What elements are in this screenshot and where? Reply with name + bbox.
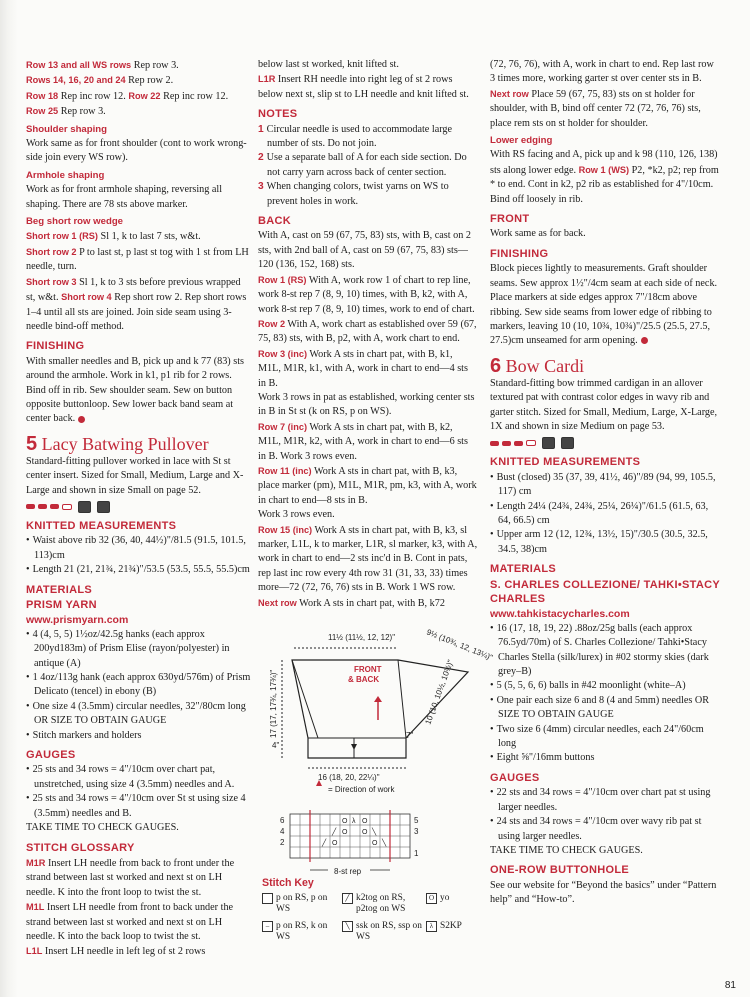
svg-text:λ: λ xyxy=(352,818,356,825)
schematic-length-label: 17 (17, 17¾, 17¾)" xyxy=(269,669,278,738)
end-dot-icon xyxy=(641,337,648,344)
column-1: Row 13 and all WS rows Rep row 3. Rows 14, 16, 20 and 24 Rep row 2. Row 18 Rep inc row 12. Row 22 Rep inc row 12. Row 25 Rep row 3. Shoulder shaping Work same as for front shoulder (cont to work wrong-side join every WS row). Armhole shaping Work as for front armhole shaping, reversing all shaping. There are 78 sts above marker. Beg short row wedge Short row 1 (RS) Sl 1, k to last 7 sts, w&t. Short row 2 P to last st, p last st tog with 1 st from LH needle, turn. Short row 3 Sl 1, k to 3 sts before previous wrapped st, w&t. Short row 4 Rep short row 2. Rep short rows 1–4 until all sts are joined. Join side seam using 3-needle bind-off method. FINISHING With smaller needles and B, pick up and k 77 (83) sts around the armhole. Work in k1, p1 rib for 2 rows. Bind off in rib. Sew shoulder seam. Sew on button opposite buttonloop. Sew lower back band seam at center back. 5 Lacy Batwing Pullover Standard-fitting pullover worked in lace with St st center insert. Sized for Small, Medium, Large and X-Large and shown in size Small on page 52. KNITTED MEASUREMENTS • Waist above rib 32 (36, 40, 44½)"/81.5 (91.5, 101.5, 113)cm • Length 21 (21, 21¾, 21¾)"/53.5 (53.5, 55.5, 55.5)cm MATERIALS PRISM YARN www.prismyarn.com • 4 (4, 5, 5) 1½oz/42.5g hanks (each approx 200yd183m) of Prism Elise (rayon/polyester) in antique (A) • 1 4oz/113g hank (each approx 630yd/576m) of Prism Delicato (tencel) in ebony (B) • One size 4 (3.5mm) circular needles, 32"/80cm long OR SIZE TO OBTAIN GAUGE • Stitch markers and holders GAUGES • 25 sts and 34 rows = 4"/10cm over chart pat, unstretched, using size 4 (3.5mm) needles and A. • 25 sts and 34 rows = 4"/10cm over St st using size 4 (3.5mm) needles and B. TAKE TIME TO CHECK GAUGES. STITCH GLOSSARY M1R Insert LH needle from back to front under the strand between last st worked and next st on LH needle. K into the front loop to twist the st. M1L Insert LH needle from front to back under the strand between last st worked and next st on LH needle. K into the back loop to twist the st. L1L Insert LH needle in left leg of st 2 rows xyxy=(26,58,251,960)
svg-text:O: O xyxy=(362,818,368,825)
svg-text:╲: ╲ xyxy=(372,829,377,836)
k2tog-icon: ╱ xyxy=(342,893,353,904)
schematic-width-label: 16 (18, 20, 22¼)" xyxy=(318,773,380,782)
schematic-diagram xyxy=(258,620,494,800)
gauges-heading: GAUGES xyxy=(26,749,76,762)
finishing-heading: FINISHING xyxy=(26,340,85,353)
buttonhole-heading: ONE-ROW BUTTONHOLE xyxy=(490,864,630,877)
pattern-icon xyxy=(78,501,91,513)
finishing-heading-2: FINISHING xyxy=(490,247,549,260)
stitch-chart xyxy=(262,810,462,882)
svg-text:O: O xyxy=(372,840,378,847)
skill-bar-icon xyxy=(490,441,499,446)
yo-icon: O xyxy=(426,893,437,904)
svg-text:O: O xyxy=(362,829,368,836)
armhole-shaping-heading: Armhole shaping xyxy=(26,169,105,181)
shoulder-shaping-heading: Shoulder shaping xyxy=(26,123,108,135)
stitch-glossary-heading: STITCH GLOSSARY xyxy=(26,841,135,854)
svg-text:O: O xyxy=(332,840,338,847)
short-row-heading: Beg short row wedge xyxy=(26,216,124,228)
schematic-front-label: FRONT xyxy=(354,665,382,674)
knit-box-icon xyxy=(262,893,273,904)
skill-level xyxy=(26,500,251,514)
schematic-7in-label: 7" xyxy=(406,731,414,740)
svg-text:3: 3 xyxy=(414,827,419,836)
row-label: Row 13 and all WS rows xyxy=(26,60,132,70)
svg-text:╱: ╱ xyxy=(322,840,327,847)
back-heading: BACK xyxy=(258,215,291,228)
chart-icon xyxy=(561,437,574,449)
ssk-icon: ╲ xyxy=(342,921,353,932)
chart-icon xyxy=(97,501,110,513)
pattern-title-2: 6 Bow Cardi xyxy=(490,354,585,377)
column-2: below last st worked, knit lifted st. L1R Insert RH needle into right leg of st 2 rows below next st, slip st to LH needle and knit lifted st. NOTES 1 Circular needle is used to accommodate large number of sts. Do not join. 2 Use a separate ball of A for each side section. Do not carry yarn across back of center section. 3 When changing colors, twist yarns on WS to prevent holes in work. BACK With A, cast on 59 (67, 75, 83) sts, with B, cast on 2 sts, with 2nd ball of A, cast on 59 (67, 75, 83) sts—120 (136, 152, 168) sts. Row 1 (RS) With A, work row 1 of chart to rep line, work 8-st rep 7 (8, 9, 10) times, with B, k2, with A, work 8-st rep 7 (8, 9, 10) times, work to end of chart. Row 2 With A, work chart as established over 59 (67, 75, 83) sts, with B, p2, with A, work chart to end. Row 3 (inc) Work A sts in chart pat, with B, k1, M1L, M1R, k1, with A, work in chart to end—4 sts in B. Work 3 rows in pat as established, working center sts in B in St st (k on RS, p on WS). Row 7 (inc) Work A sts in chart pat, with B, k2, M1L, M1R, k2, with A, work in chart to end—6 sts in B. Work 3 rows even. Row 11 (inc) Work A sts in chart pat, with B, k3, place marker (pm), M1L, M1R, pm, k3, with A, work in chart to end—8 sts in B. Work 3 rows even. Row 15 (inc) Work A sts in chart pat, with B, k3, sl marker, L1L, k to marker, L1R, sl marker, k3, with A, work in chart to end—2 sts inc'd in B. Cont in pats, rep last inc row every 4th row 31 (31, 33, 33) times more—72 (72, 76, 76) sts in B. Work 1 WS row. Next row Work A sts in chart pat, with B, k72 xyxy=(258,59,478,609)
svg-text:4: 4 xyxy=(280,827,285,836)
schematic-side-label: 10 (10, 10½, 10½)" xyxy=(423,658,456,726)
chart-repeat-label: 8-st rep xyxy=(334,867,362,876)
svg-text:╱: ╱ xyxy=(332,829,337,836)
svg-text:6: 6 xyxy=(280,816,285,825)
pattern-icon xyxy=(542,437,555,449)
page-number: 81 xyxy=(724,980,736,991)
materials-list: • 4 (4, 5, 5) 1½oz/42.5g hanks (each approx 200yd183m) of Prism Elise (rayon/polyester) in antique (A) • 1 4oz/113g hank (each approx 630yd/576m) of Prism Delicato (tencel) in ebony (B) • One size 4 (3.5mm) circular needles, 32"/80cm long OR SIZE TO OBTAIN GAUGE • Stitch markers and holders xyxy=(26,628,251,743)
svg-text:1: 1 xyxy=(414,849,419,858)
end-dot-icon xyxy=(78,416,85,423)
measurements-heading: KNITTED MEASUREMENTS xyxy=(26,519,177,532)
materials-heading: MATERIALS xyxy=(26,583,93,596)
svg-text:O: O xyxy=(342,829,348,836)
svg-text:╲: ╲ xyxy=(382,840,387,847)
column-3: (72, 76, 76), with A, work in chart to end. Rep last row 3 times more, working garter st over center sts in B. Next row Place 59 (67, 75, 83) sts on st holder for shoulder, with B, bind off center 72 (72, 76, 76) sts, place rem sts on st holder for shoulder. Lower edging With RS facing and A, pick up and k 98 (110, 126, 138) sts along lower edge. Row 1 (WS) P2, *k2, p2; rep from * to end. Cont in k2, p2 rib as established for 4"/10cm. Bind off loosely in rib. FRONT Work same as for back. FINISHING Block pieces lightly to measurements. Graft shoulder seams. Sew approx 1½"/4cm seam at each side of neck. Place markers at side edges approx 7"/18cm above ribbing. Sew side seams from lower edge of ribbing to markers, leaving 10 (10, 10¾, 10¾)"/25.5 (25.5, 27.5, 27.5)cm unseamed for arm opening. 6 Bow Cardi Standard-fitting bow trimmed cardigan in an allover textured pat with contrast color edges in wavy rib and garter stitch. Sized for Small, Medium, Large, X-Large, 1X and shown in size Medium on page 53. KNITTED MEASUREMENTS • Bust (closed) 35 (37, 39, 41½, 46)"/89 (94, 99, 105.5, 117) cm • Length 24¼ (24¾, 24¾, 25¼, 26¼)"/61.5 (61.5, 63, 64, 66.5) cm • Upper arm 12 (12, 12¾, 13½, 15)"/30.5 (30.5, 32.5, 34.5, 38)cm MATERIALS S. CHARLES COLLEZIONE/ TAHKI•STACY CHARLES www.tahkistacycharles.com • 16 (17, 18, 19, 22) .88oz/25g balls (each approx 76.5yd/70m) of S. Charles Collezione/ Tahki•Stacy Charles Stella (silk/lurex) in #02 stormy skies (dark grey–B) • 5 (5, 5, 6, 6) balls in #42 moonlight (white–A) • One pair each size 6 and 8 (4 and 5mm) needles OR SIZE TO OBTAIN GAUGE • Two size 6 (4mm) circular needles, each 24"/60cm long • Eight ⅝"/16mm buttons GAUGES • 22 sts and 34 rows = 4"/10cm over chart pat st using larger needles. • 24 sts and 34 rows = 4"/10cm over wavy rib pat st using larger needles. TAKE TIME TO CHECK GAUGES. ONE-ROW BUTTONHOLE See our website for “Beyond the basics” under “Pattern help” and “How-to”. xyxy=(490,58,720,908)
skill-level-2 xyxy=(490,436,720,450)
stitch-key-heading: Stitch Key xyxy=(262,877,314,889)
pattern-title: 5 Lacy Batwing Pullover xyxy=(26,432,209,455)
lower-edging-heading: Lower edging xyxy=(490,135,553,147)
schematic-4in-label: 4" xyxy=(272,741,280,750)
schematic-back-label: & BACK xyxy=(348,675,380,684)
svg-text:5: 5 xyxy=(414,816,419,825)
purl-icon: – xyxy=(262,921,273,932)
yarn-website-link-2[interactable]: www.tahkistacycharles.com xyxy=(490,608,630,621)
measurements-list: • Waist above rib 32 (36, 40, 44½)"/81.5 (91.5, 101.5, 113)cm • Length 21 (21, 21¾, 21¾)"/53.5 (53.5, 55.5, 55.5)cm xyxy=(26,534,251,577)
s2kp-icon: λ xyxy=(426,921,437,932)
front-heading: FRONT xyxy=(490,213,530,226)
svg-text:O: O xyxy=(342,818,348,825)
yarn-website-link[interactable]: www.prismyarn.com xyxy=(26,614,129,627)
direction-of-work-label: = Direction of work xyxy=(328,785,395,794)
skill-bar-icon xyxy=(26,504,35,509)
svg-text:2: 2 xyxy=(280,838,285,847)
schematic-top-label: 11½ (11½, 12, 12)" xyxy=(328,633,396,642)
schematic-right-label: 9½ (10¾, 12, 13¼)" xyxy=(425,627,494,663)
stitch-key: Stitch Key p on RS, p on WS ╱ k2tog on RS, p2tog on WS O yo – p on RS, k on WS ╲ ssk on RS, ssp on WS λ S2KP xyxy=(262,878,482,943)
notes-heading: NOTES xyxy=(258,108,298,121)
